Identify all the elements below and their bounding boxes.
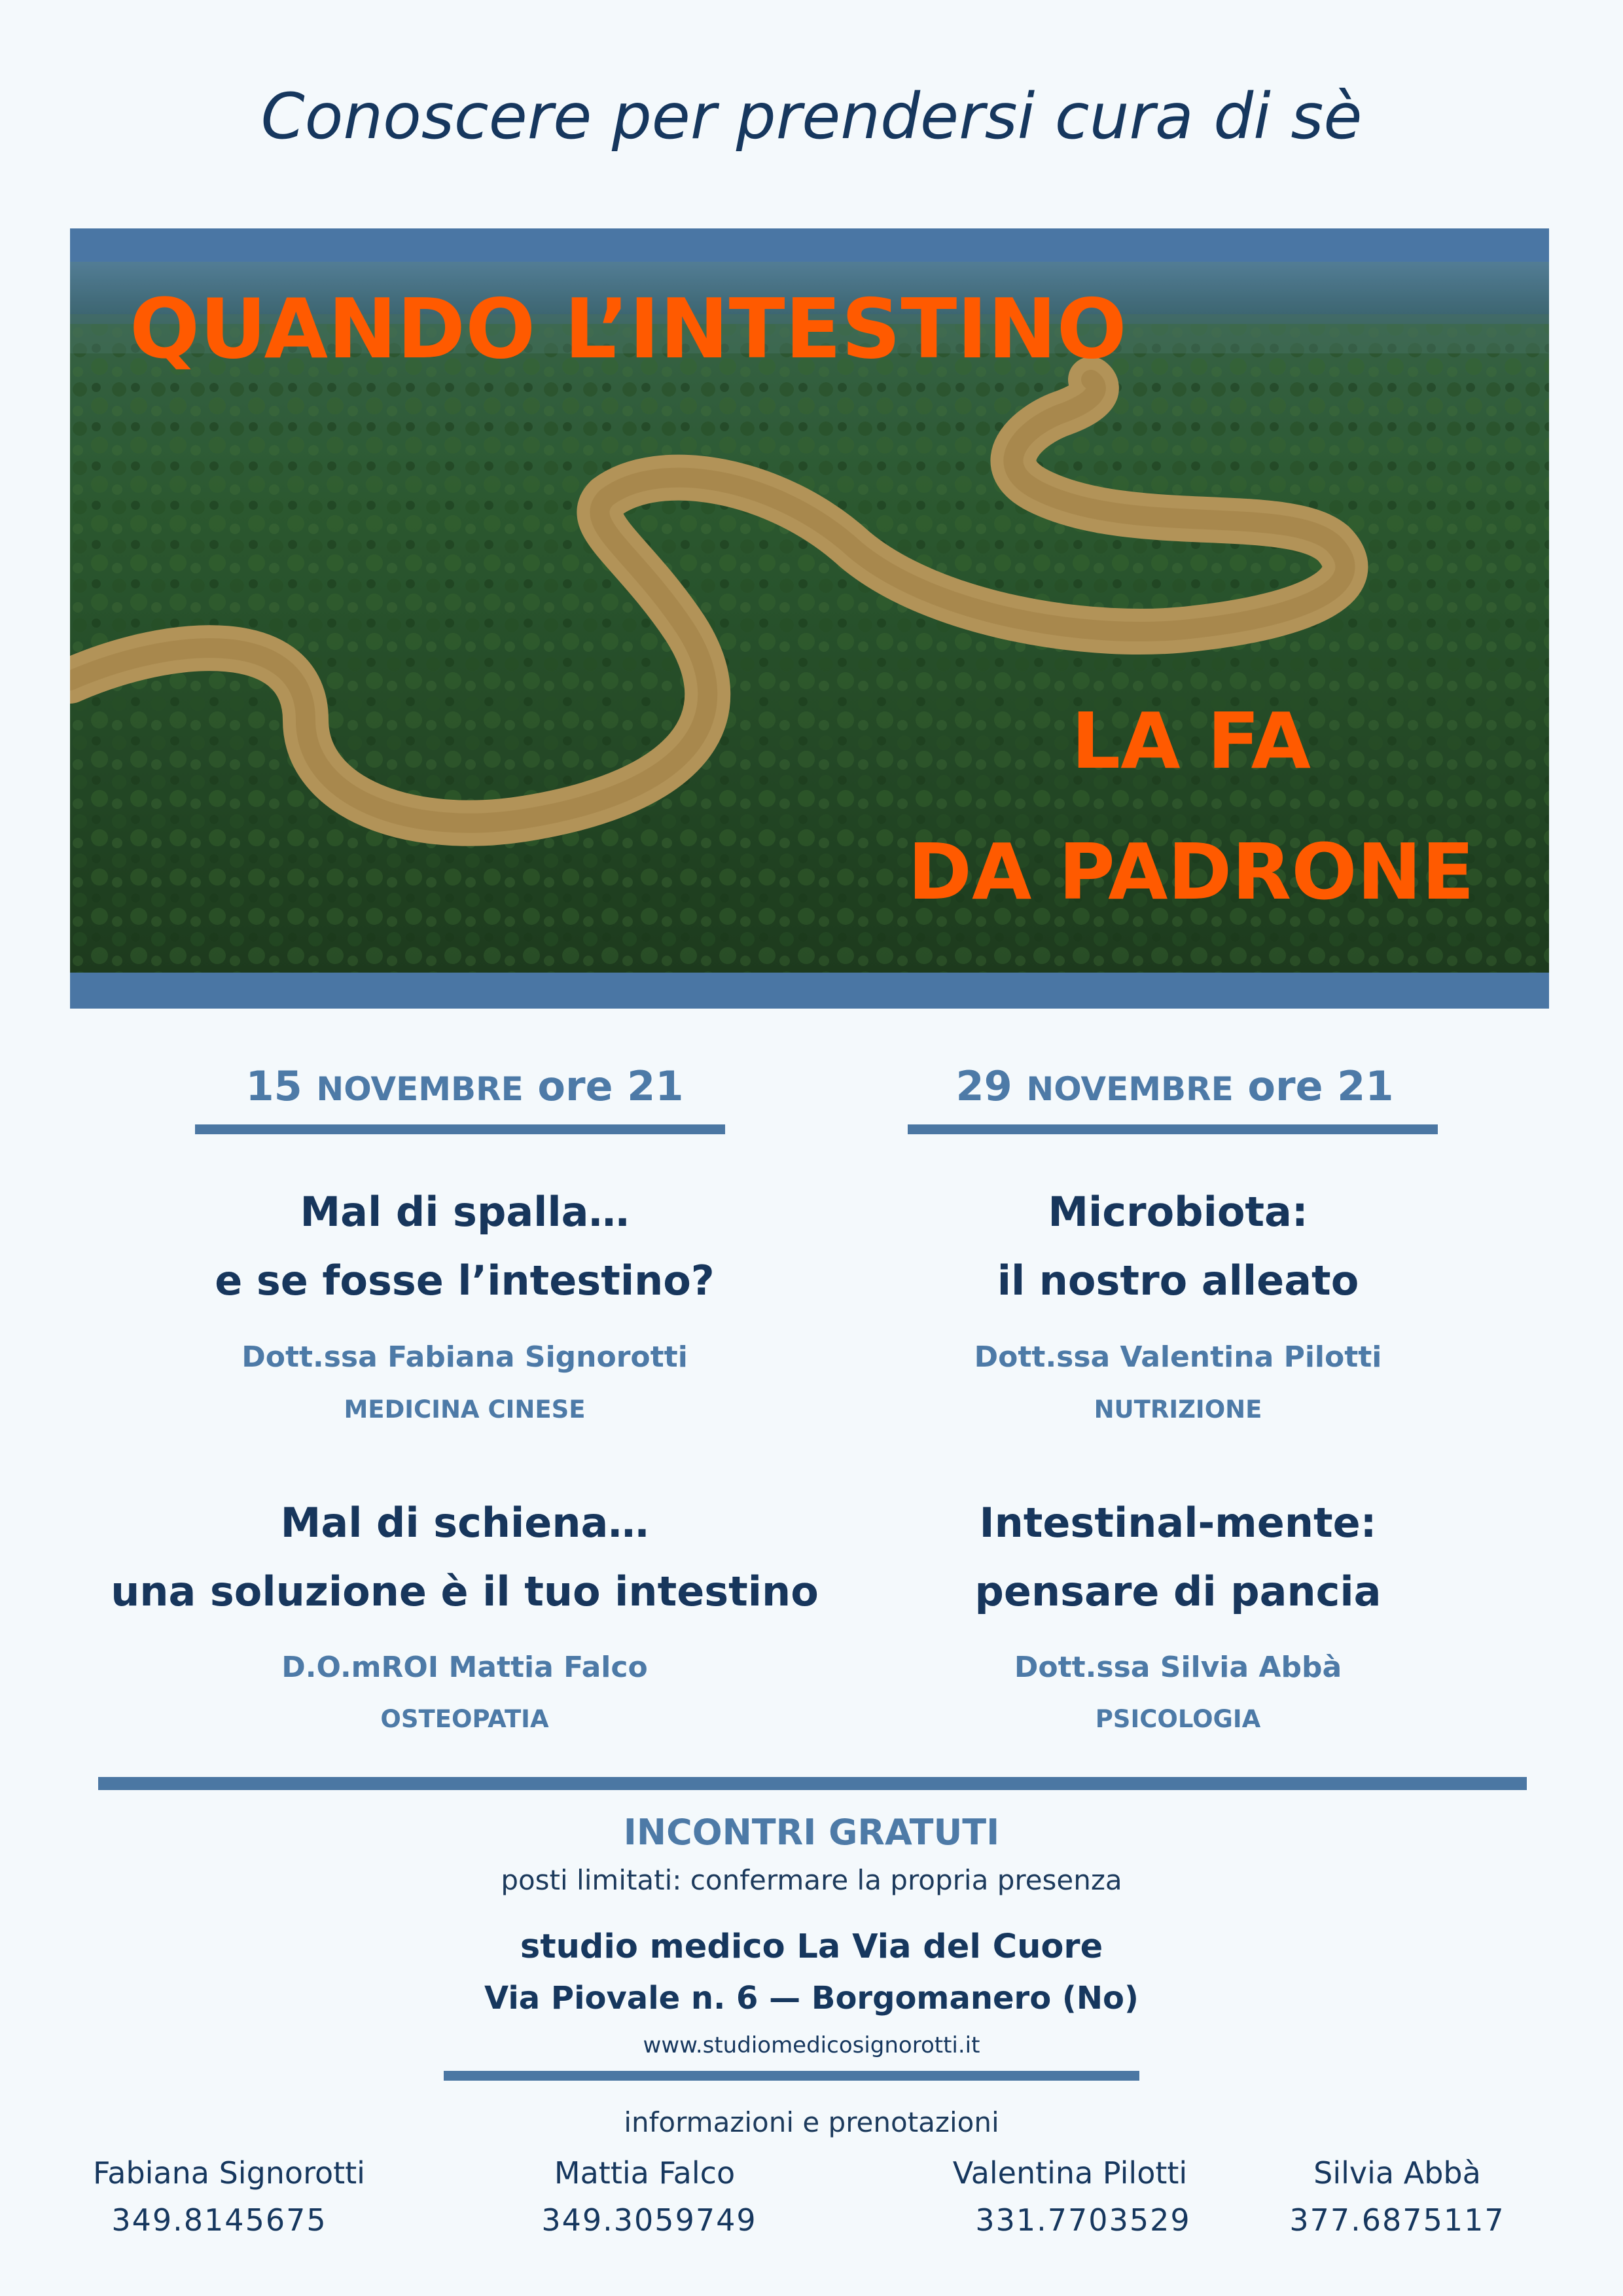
hero-title-line3: DA PADRONE (908, 827, 1474, 917)
speaker-2: D.O.mROI Mattia Falco (281, 1651, 648, 1684)
contact-phone-1[interactable]: 349.8145675 (111, 2202, 327, 2238)
date-underline-1 (195, 1124, 725, 1134)
talk-title-3-1: Microbiota: (1048, 1188, 1308, 1236)
studio-name: studio medico La Via del Cuore (520, 1928, 1103, 1966)
free-events-heading: INCONTRI GRATUTI (623, 1812, 1000, 1853)
info-heading: informazioni e prenotazioni (624, 2106, 999, 2138)
talk-title-1-2: e se fosse l’intestino? (215, 1257, 715, 1304)
talk-title-2-2: una soluzione è il tuo intestino (111, 1568, 819, 1615)
studio-address: Via Piovale n. 6 — Borgomanero (No) (484, 1980, 1139, 2017)
section-divider (98, 1777, 1527, 1790)
talk-title-1-1: Mal di spalla… (300, 1188, 630, 1236)
talk-title-3-2: il nostro alleato (997, 1257, 1359, 1304)
field-4: PSICOLOGIA (1095, 1705, 1261, 1733)
field-2: OSTEOPATIA (380, 1705, 549, 1733)
date-heading-2 (874, 1062, 1476, 1110)
limited-seats-note: posti limitati: confermare la propria presenza (501, 1864, 1122, 1896)
date-month: NOVEMBRE (316, 1070, 524, 1108)
talk-title-4-2: pensare di pancia (974, 1568, 1382, 1615)
field-3: NUTRIZIONE (1094, 1395, 1262, 1424)
contact-name-4: Silvia Abbà (1313, 2155, 1481, 2191)
date-underline-2 (908, 1124, 1438, 1134)
website-link[interactable]: www.studiomedicosignorotti.it (643, 2032, 980, 2058)
speaker-4: Dott.ssa Silvia Abbà (1014, 1651, 1342, 1684)
contact-phone-2[interactable]: 349.3059749 (541, 2202, 757, 2238)
contact-name-1: Fabiana Signorotti (93, 2155, 365, 2191)
talk-title-2-1: Mal di schiena… (280, 1499, 649, 1547)
date-heading-1 (164, 1062, 766, 1110)
tagline: Conoscere per prendersi cura di sè (260, 80, 1363, 153)
date-day: 29 (955, 1062, 1012, 1110)
date-day: 15 (245, 1062, 302, 1110)
speaker-3: Dott.ssa Valentina Pilotti (974, 1340, 1382, 1374)
hero-title-top: QUANDO L’INTESTINO (130, 281, 1127, 377)
contact-phone-3[interactable]: 331.7703529 (975, 2202, 1191, 2238)
footer-underline (444, 2071, 1139, 2081)
contact-name-3: Valentina Pilotti (952, 2155, 1188, 2191)
contact-phone-4[interactable]: 377.6875117 (1289, 2202, 1505, 2238)
field-1: MEDICINA CINESE (344, 1395, 586, 1424)
speaker-1: Dott.ssa Fabiana Signorotti (241, 1340, 688, 1374)
hero-title-line2: LA FA (1071, 696, 1311, 786)
date-month: NOVEMBRE (1026, 1070, 1234, 1108)
date-time: ore 21 (537, 1062, 684, 1110)
contact-name-2: Mattia Falco (554, 2155, 736, 2191)
talk-title-4-1: Intestinal-mente: (979, 1499, 1377, 1547)
date-time: ore 21 (1247, 1062, 1394, 1110)
